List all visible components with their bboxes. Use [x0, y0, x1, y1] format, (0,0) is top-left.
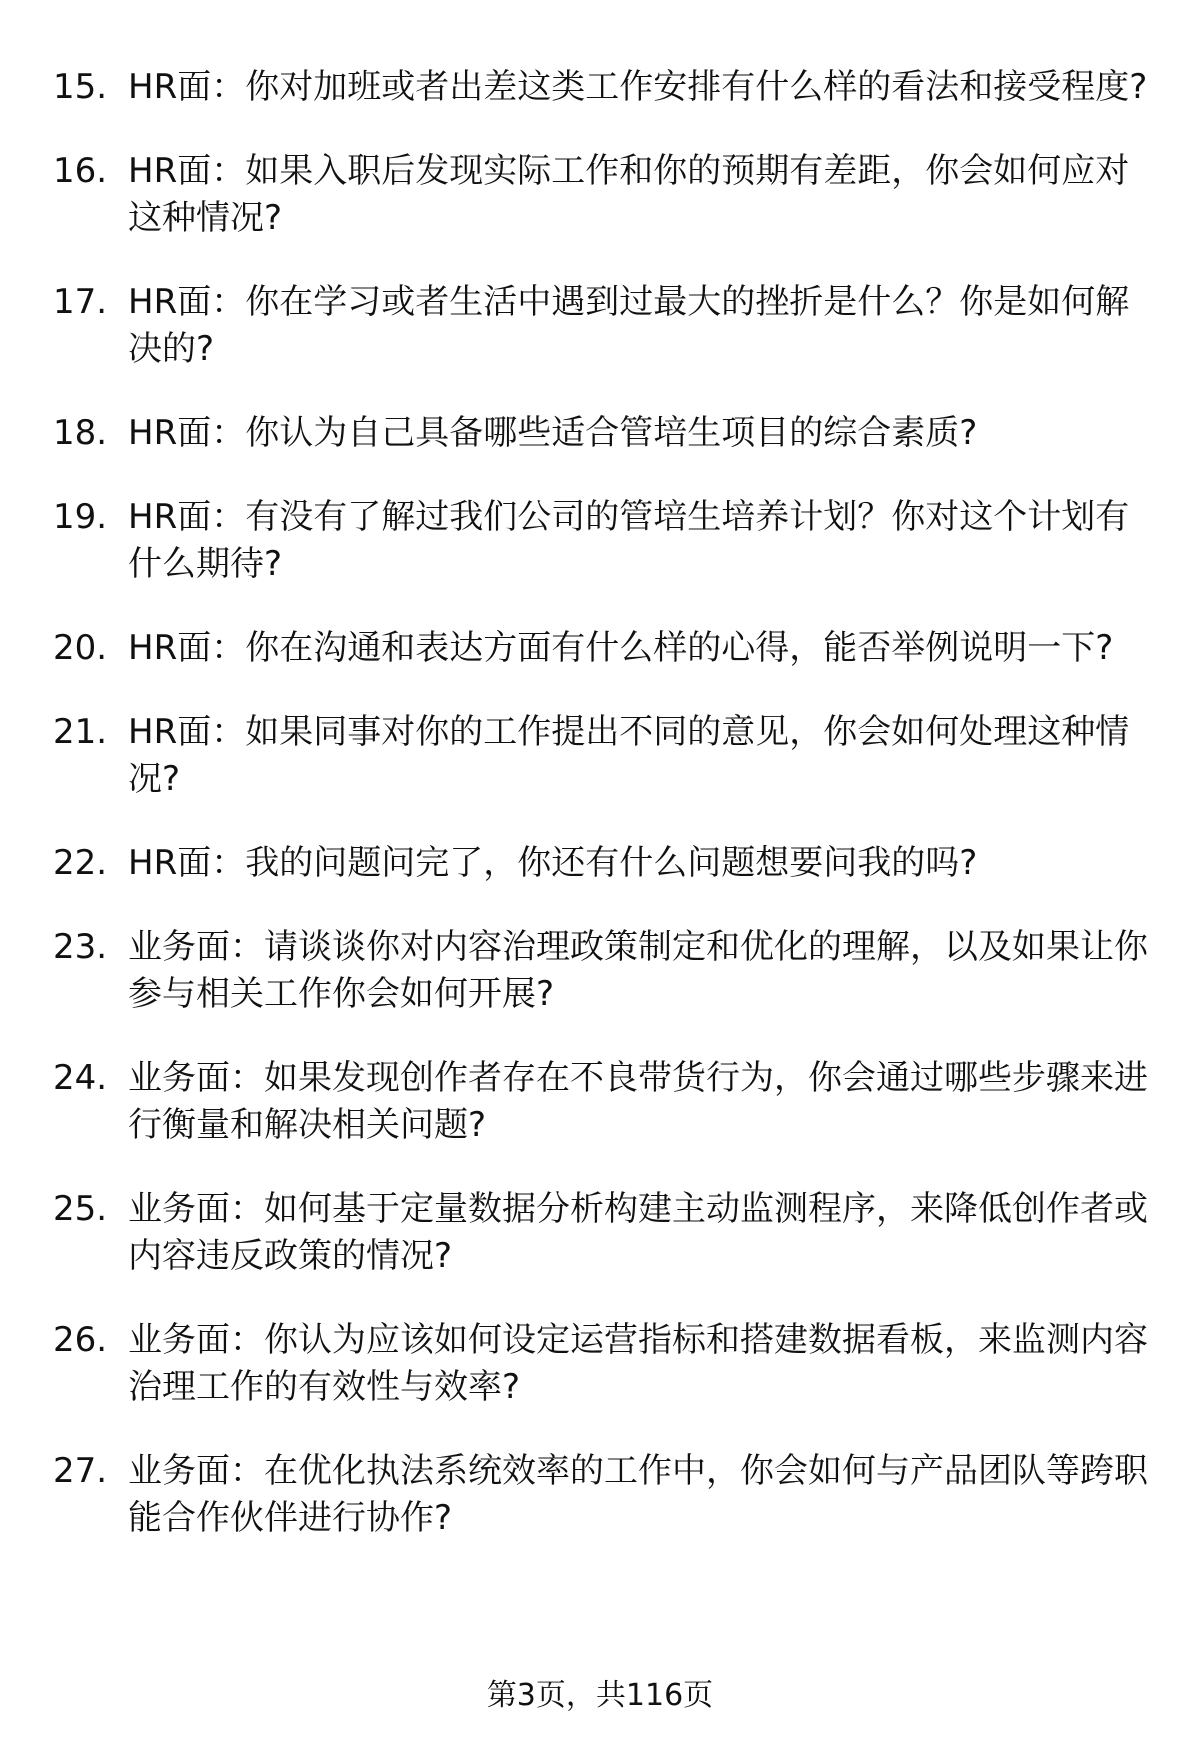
item-text: 业务面：你认为应该如何设定运营指标和搭建数据看板，来监测内容治理工作的有效性与效率? [128, 1320, 1148, 1407]
item-number: 25. [53, 1189, 108, 1229]
item-text: HR面：我的问题问完了，你还有什么问题想要问我的吗? [128, 843, 978, 883]
list-item [0, 64, 1200, 111]
item-number: 23. [53, 927, 108, 967]
list-item [0, 924, 1200, 1018]
list-item [0, 410, 1200, 457]
item-text: HR面：你在沟通和表达方面有什么样的心得，能否举例说明一下? [128, 628, 1114, 668]
item-number: 27. [53, 1451, 108, 1491]
list-item [0, 494, 1200, 588]
item-text: HR面：如果入职后发现实际工作和你的预期有差距，你会如何应对这种情况? [128, 151, 1130, 238]
list-item [0, 279, 1200, 373]
item-text: HR面：你在学习或者生活中遇到过最大的挫折是什么？你是如何解决的? [128, 282, 1130, 369]
list-item [0, 625, 1200, 672]
item-number: 24. [53, 1058, 108, 1098]
item-text: HR面：你认为自己具备哪些适合管培生项目的综合素质? [128, 413, 978, 453]
item-text: HR面：你对加班或者出差这类工作安排有什么样的看法和接受程度? [128, 67, 1148, 107]
list-item [0, 1055, 1200, 1149]
list-item [0, 148, 1200, 242]
list-item [0, 1317, 1200, 1411]
list-item [0, 840, 1200, 887]
item-text: HR面：如果同事对你的工作提出不同的意见，你会如何处理这种情况? [128, 712, 1130, 799]
item-number: 19. [53, 497, 108, 537]
list-item [0, 1448, 1200, 1542]
item-number: 18. [53, 413, 108, 453]
item-text: 业务面：请谈谈你对内容治理政策制定和优化的理解，以及如果让你参与相关工作你会如何开展? [128, 927, 1148, 1014]
question-list [0, 64, 1200, 1579]
item-text: 业务面：如果发现创作者存在不良带货行为，你会通过哪些步骤来进行衡量和解决相关问题? [128, 1058, 1148, 1145]
item-number: 21. [53, 712, 108, 752]
item-number: 16. [53, 151, 108, 191]
page-footer: 第3页，共116页 [486, 1678, 714, 1713]
item-text: 业务面：在优化执法系统效率的工作中，你会如何与产品团队等跨职能合作伙伴进行协作? [128, 1451, 1148, 1538]
item-number: 26. [53, 1320, 108, 1360]
item-number: 22. [53, 843, 108, 883]
item-number: 20. [53, 628, 108, 668]
item-text: 业务面：如何基于定量数据分析构建主动监测程序，来降低创作者或内容违反政策的情况? [128, 1189, 1148, 1276]
item-number: 17. [53, 282, 108, 322]
list-item [0, 709, 1200, 803]
list-item [0, 1186, 1200, 1280]
item-text: HR面：有没有了解过我们公司的管培生培养计划？你对这个计划有什么期待? [128, 497, 1130, 584]
item-number: 15. [53, 67, 108, 107]
